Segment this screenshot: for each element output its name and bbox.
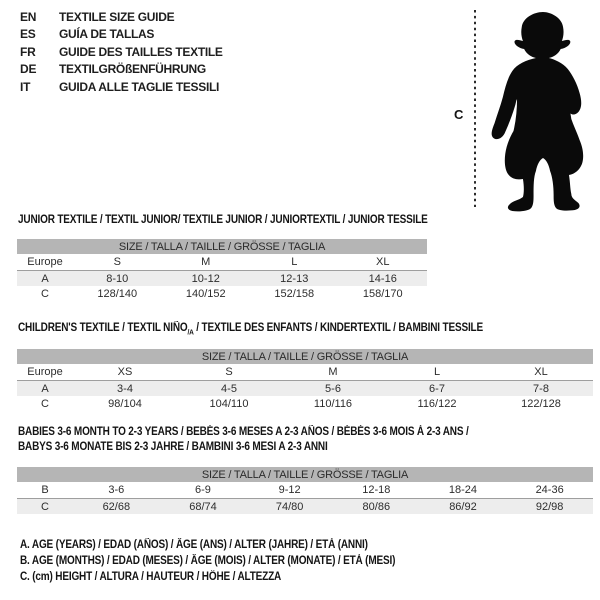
value-cell: 18-24 (420, 482, 507, 499)
language-code: EN (20, 9, 37, 24)
value-cell: 3-4 (73, 381, 177, 397)
value-cell: 14-16 (339, 271, 428, 287)
babies-title-line2: BABYS 3-6 MONATE BIS 2-3 JAHRE / BAMBINI 3-6 MESI A 2-3 ANNI (18, 441, 328, 453)
value-cell: 5-6 (281, 381, 385, 397)
row-label: B (17, 482, 73, 499)
value-cell: 12-18 (333, 482, 420, 499)
value-cell: 24-36 (506, 482, 593, 499)
guide-title: GUÍA DE TALLAS (59, 27, 155, 42)
babies-section-title (18, 425, 469, 455)
size-cell: M (162, 254, 251, 271)
babies-size-table (17, 467, 593, 514)
value-cell: 92/98 (506, 499, 593, 515)
baby-silhouette-icon (492, 12, 584, 211)
value-cell: 4-5 (177, 381, 281, 397)
language-code: ES (20, 27, 36, 42)
children-section-title (18, 321, 483, 339)
value-cell: 140/152 (185, 287, 226, 300)
value-cell: 8-10 (73, 271, 162, 287)
value-cell: 68/74 (160, 499, 247, 515)
size-cell: XL (489, 364, 593, 381)
value-cell: 7-8 (489, 381, 593, 397)
size-header-bar: SIZE / TALLA / TAILLE / GRÖSSE / TAGLIA (17, 349, 593, 364)
value-cell: 62/68 (73, 499, 160, 515)
value-cell: 98/104 (108, 397, 142, 410)
table-row (17, 271, 427, 287)
value-cell: 10-12 (162, 271, 251, 287)
row-label: C (17, 499, 73, 515)
list-item (20, 26, 223, 44)
row-label: A (17, 271, 73, 287)
height-measure-figure (448, 4, 600, 214)
row-label: C (41, 287, 49, 300)
list-item (20, 8, 223, 26)
children-size-table (17, 349, 593, 411)
guide-title: TEXTILE SIZE GUIDE (59, 9, 175, 24)
language-code: IT (20, 79, 31, 94)
junior-size-table (17, 239, 427, 301)
list-item (20, 78, 223, 96)
value-cell: 6-7 (385, 381, 489, 397)
table-row (17, 499, 593, 515)
size-labels-row (17, 254, 427, 271)
size-cell: S (177, 364, 281, 381)
size-header-bar: SIZE / TALLA / TAILLE / GRÖSSE / TAGLIA (17, 239, 427, 254)
value-cell: 9-12 (246, 482, 333, 499)
language-code: FR (20, 44, 36, 59)
guide-title: GUIDA ALLE TAGLIE TESSILI (59, 79, 220, 94)
region-label: Europe (17, 364, 73, 381)
children-title-sub: /A (187, 327, 194, 337)
guide-title: TEXTILGRÖßENFÜHRUNG (59, 62, 206, 77)
value-cell: 152/158 (274, 287, 315, 300)
junior-section-title (18, 213, 428, 228)
value-cell: 128/140 (97, 287, 138, 300)
language-code: DE (20, 62, 37, 77)
value-cell: 104/110 (209, 397, 249, 410)
legend-line-a: A. AGE (YEARS) / EDAD (AÑOS) / ÂGE (ANS) / ALTER (JAHRE) / ETÀ (ANNI) (20, 539, 368, 551)
value-cell: 158/170 (362, 287, 403, 300)
value-cell: 6-9 (160, 482, 247, 499)
value-cell: 110/116 (313, 397, 353, 410)
list-item (20, 61, 223, 79)
measurement-legend (20, 537, 451, 585)
value-cell: 12-13 (250, 271, 339, 287)
table-header-row (17, 349, 593, 364)
value-cell: 86/92 (420, 499, 507, 515)
guide-title: GUIDE DES TAILLES TEXTILE (59, 44, 223, 59)
figure-svg (448, 4, 600, 214)
table-header-row (17, 239, 427, 254)
table-row (17, 286, 427, 301)
height-dimension-label: C (454, 107, 464, 122)
table-row (17, 396, 593, 411)
children-title-rest: / TEXTILE DES ENFANTS / KINDERTEXTIL / BAMBINI TESSILE (193, 322, 484, 334)
row-label: A (17, 381, 73, 397)
row-label: C (41, 397, 49, 410)
size-labels-row (17, 364, 593, 381)
table-row (17, 482, 593, 499)
babies-title-line1: BABIES 3-6 MONTH TO 2-3 YEARS / BEBÉS 3-6 MESES A 2-3 AÑOS / BÉBÉS 3-6 MOIS À 2-3 ANS / (18, 426, 469, 438)
value-cell: 80/86 (333, 499, 420, 515)
size-cell: S (73, 254, 162, 271)
size-header-bar: SIZE / TALLA / TAILLE / GRÖSSE / TAGLIA (17, 467, 593, 482)
value-cell: 116/122 (417, 397, 457, 410)
size-cell: M (281, 364, 385, 381)
value-cell: 3-6 (73, 482, 160, 499)
size-cell: L (250, 254, 339, 271)
legend-line-c: C. (cm) HEIGHT / ALTURA / HAUTEUR / HÖHE / ALTEZZA (20, 571, 282, 583)
table-row (17, 381, 593, 397)
size-cell: XL (339, 254, 428, 271)
language-list (20, 8, 223, 96)
value-cell: 122/128 (521, 397, 561, 410)
junior-title-text: JUNIOR TEXTILE / TEXTIL JUNIOR/ TEXTILE JUNIOR / JUNIORTEXTIL / JUNIOR TESSILE (18, 214, 428, 226)
table-header-row (17, 467, 593, 482)
children-title-main: CHILDREN'S TEXTILE / TEXTIL NIÑO (18, 322, 188, 334)
value-cell: 74/80 (246, 499, 333, 515)
size-cell: L (385, 364, 489, 381)
region-label: Europe (17, 254, 73, 271)
list-item (20, 43, 223, 61)
size-cell: XS (73, 364, 177, 381)
legend-line-b: B. AGE (MONTHS) / EDAD (MESES) / ÂGE (MOIS) / ALTER (MONATE) / ETÀ (MESI) (20, 555, 396, 567)
